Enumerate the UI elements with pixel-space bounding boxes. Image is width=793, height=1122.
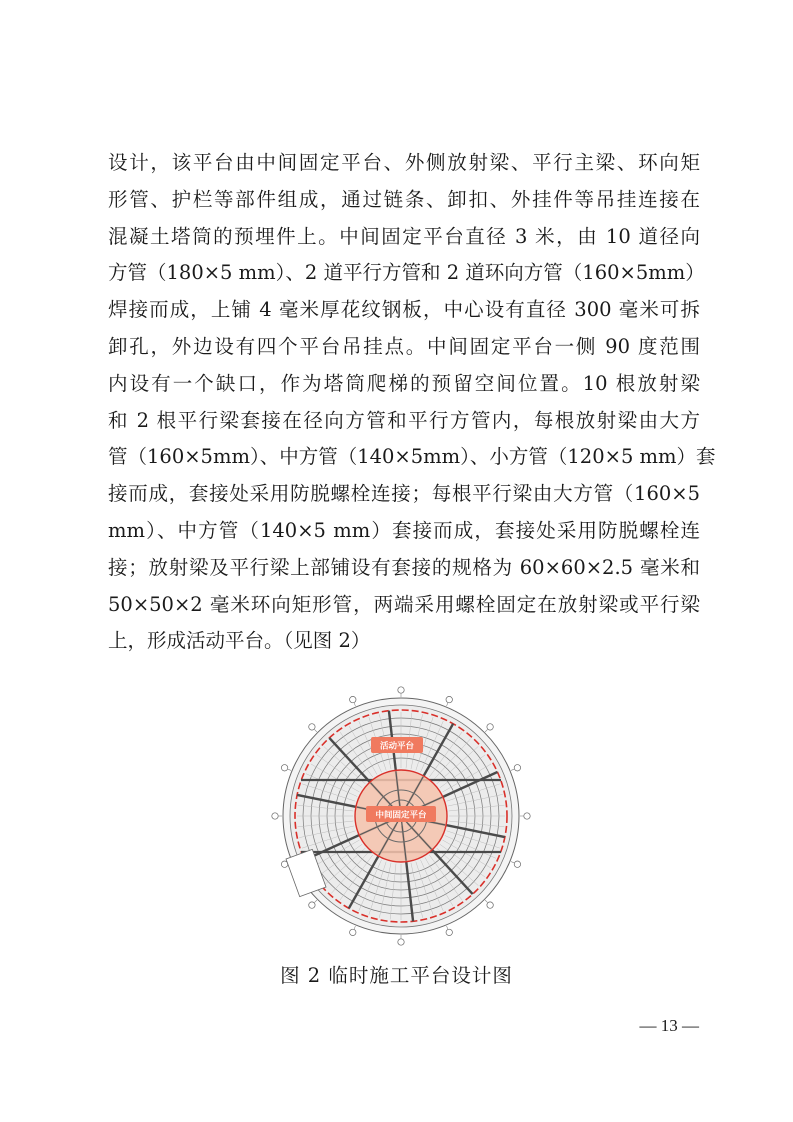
label-fixed-platform: 中间固定平台 (375, 810, 427, 821)
axis-tick (485, 729, 488, 732)
axis-tick (447, 702, 449, 706)
axis-tick (354, 702, 356, 706)
axis-marker (281, 765, 287, 771)
axis-tick (511, 862, 515, 864)
axis-marker (350, 929, 356, 935)
axis-tick (287, 769, 291, 771)
text-line: 方管（180×5 mm）、2 道平行方管和 2 道环向方管（160×5mm） (108, 261, 705, 285)
axis-tick (485, 900, 488, 903)
text-line: 管（160×5mm）、中方管（140×5mm）、小方管（120×5 mm）套 (108, 445, 716, 469)
axis-tick (314, 729, 317, 732)
axis-tick (314, 900, 317, 903)
page-number: — 13 — (639, 1016, 699, 1035)
figure-caption: 图 2 临时施工平台设计图 (280, 964, 513, 987)
text-line: 50×50×2 毫米环向矩形管，两端采用螺栓固定在放射梁或平行梁 (108, 592, 700, 616)
axis-marker (514, 765, 520, 771)
text-line: 混凝土塔筒的预埋件上。中间固定平台直径 3 米，由 10 道径向 (108, 224, 700, 248)
text-line: 焊接而成，上铺 4 毫米厚花纹钢板，中心设有直径 300 毫米可拆 (108, 298, 700, 322)
axis-marker (524, 813, 530, 819)
text-line-last: 上，形成活动平台。（见图 2） (108, 629, 371, 653)
axis-tick (447, 926, 449, 930)
text-line: 和 2 根平行梁套接在径向方管和平行方管内，每根放射梁由大方 (108, 408, 700, 432)
text-line: mm）、中方管（140×5 mm）套接而成，套接处采用防脱螺栓连 (108, 518, 700, 542)
text-line: 接；放射梁及平行梁上部铺设有套接的规格为 60×60×2.5 毫米和 (108, 555, 700, 579)
axis-marker (398, 687, 404, 693)
axis-marker (398, 939, 404, 945)
axis-marker (272, 813, 278, 819)
axis-marker (446, 696, 452, 702)
axis-marker (446, 929, 452, 935)
axis-marker (514, 861, 520, 867)
text-line: 设计，该平台由中间固定平台、外侧放射梁、平行主梁、环向矩 (108, 151, 700, 174)
axis-marker (350, 696, 356, 702)
text-line: 形管、护栏等部件组成，通过链条、卸扣、外挂件等吊挂连接在 (108, 187, 700, 211)
label-active-platform: 活动平台 (379, 741, 415, 752)
text-line: 内设有一个缺口，作为塔筒爬梯的预留空间位置。10 根放射梁 (108, 371, 700, 395)
text-line: 接而成，套接处采用防脱螺栓连接；每根平行梁由大方管（160×5 (108, 482, 700, 506)
platform-design-figure (270, 685, 532, 947)
axis-tick (511, 769, 515, 771)
axis-tick (354, 926, 356, 930)
text-line: 卸孔，外边设有四个平台吊挂点。中间固定平台一侧 90 度范围 (108, 334, 700, 358)
body-text (108, 145, 716, 660)
